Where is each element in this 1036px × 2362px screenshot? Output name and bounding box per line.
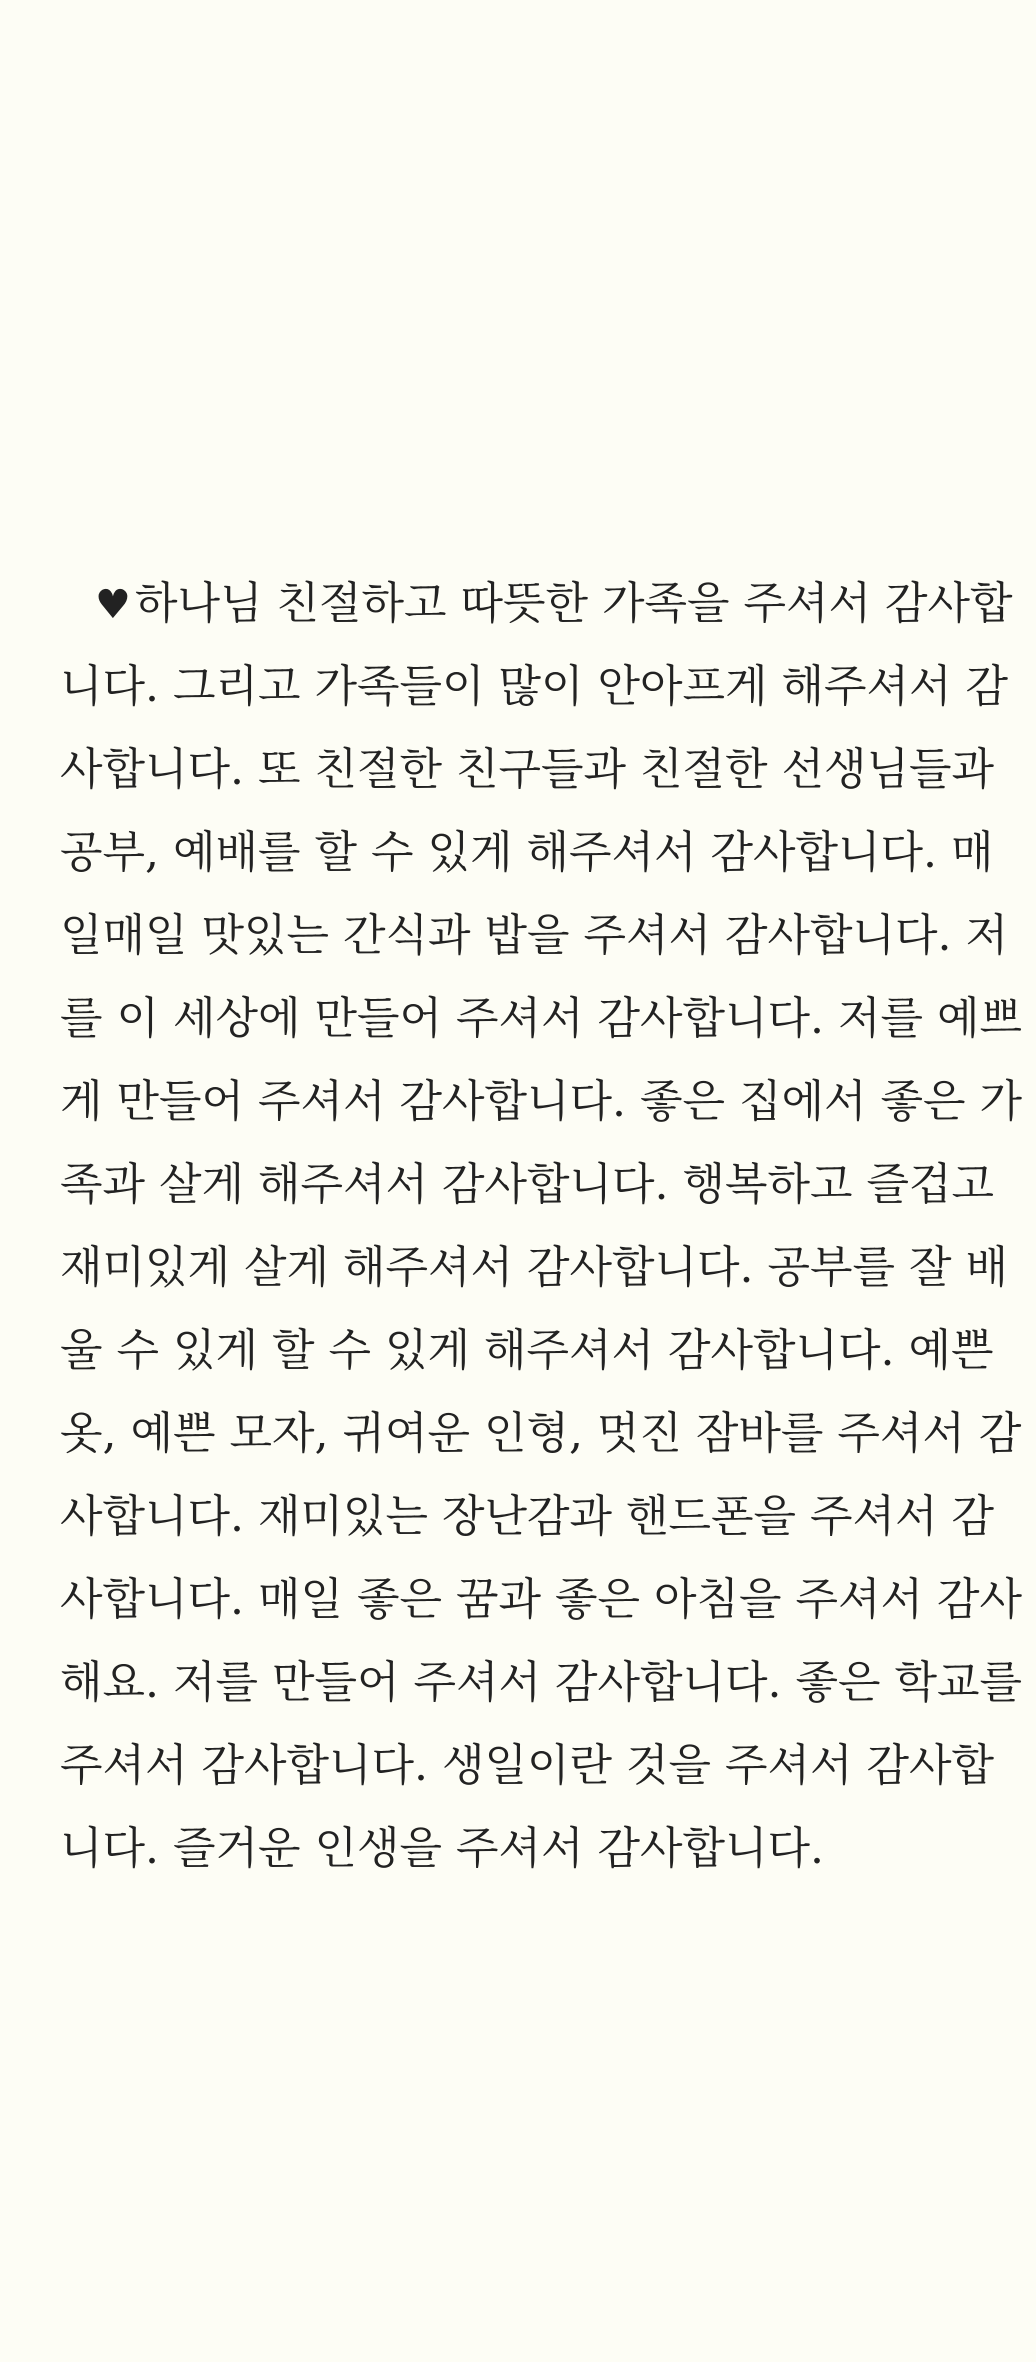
prayer-line: 사합니다. 또 친절한 친구들과 친절한 선생님들과 bbox=[60, 744, 994, 795]
prayer-line: 재미있게 살게 해주셔서 감사합니다. 공부를 잘 배 bbox=[60, 1242, 1008, 1293]
prayer-line bbox=[60, 562, 1013, 645]
prayer-line: 공부, 예배를 할 수 있게 해주셔서 감사합니다. 매 bbox=[60, 827, 994, 878]
prayer-line: 사합니다. 재미있는 장난감과 핸드폰을 주셔서 감 bbox=[60, 1491, 994, 1542]
prayer-line: 사합니다. 매일 좋은 꿈과 좋은 아침을 주셔서 감사 bbox=[60, 1574, 1022, 1625]
heart-icon: ♥ bbox=[95, 582, 131, 628]
prayer-line: 옷, 예쁜 모자, 귀여운 인형, 멋진 잠바를 주셔서 감 bbox=[60, 1408, 1022, 1459]
prayer-line: 일매일 맛있는 간식과 밥을 주셔서 감사합니다. 저 bbox=[60, 910, 1008, 961]
prayer-text bbox=[60, 562, 1022, 1890]
prayer-line: 주셔서 감사합니다. 생일이란 것을 주셔서 감사합 bbox=[60, 1740, 994, 1791]
prayer-line: 니다. 그리고 가족들이 많이 안아프게 해주셔서 감 bbox=[60, 661, 1008, 712]
prayer-line: 게 만들어 주셔서 감사합니다. 좋은 집에서 좋은 가 bbox=[60, 1076, 1022, 1127]
prayer-line: 해요. 저를 만들어 주셔서 감사합니다. 좋은 학교를 bbox=[60, 1657, 1022, 1708]
prayer-line: 니다. 즐거운 인생을 주셔서 감사합니다. bbox=[60, 1823, 824, 1874]
prayer-line-text: 하나님 친절하고 따뜻한 가족을 주셔서 감사합 bbox=[135, 578, 1013, 629]
prayer-line: 를 이 세상에 만들어 주셔서 감사합니다. 저를 예쁘 bbox=[60, 993, 1022, 1044]
prayer-line: 울 수 있게 할 수 있게 해주셔서 감사합니다. 예쁜 bbox=[60, 1325, 994, 1376]
prayer-line: 족과 살게 해주셔서 감사합니다. 행복하고 즐겁고 bbox=[60, 1159, 994, 1210]
